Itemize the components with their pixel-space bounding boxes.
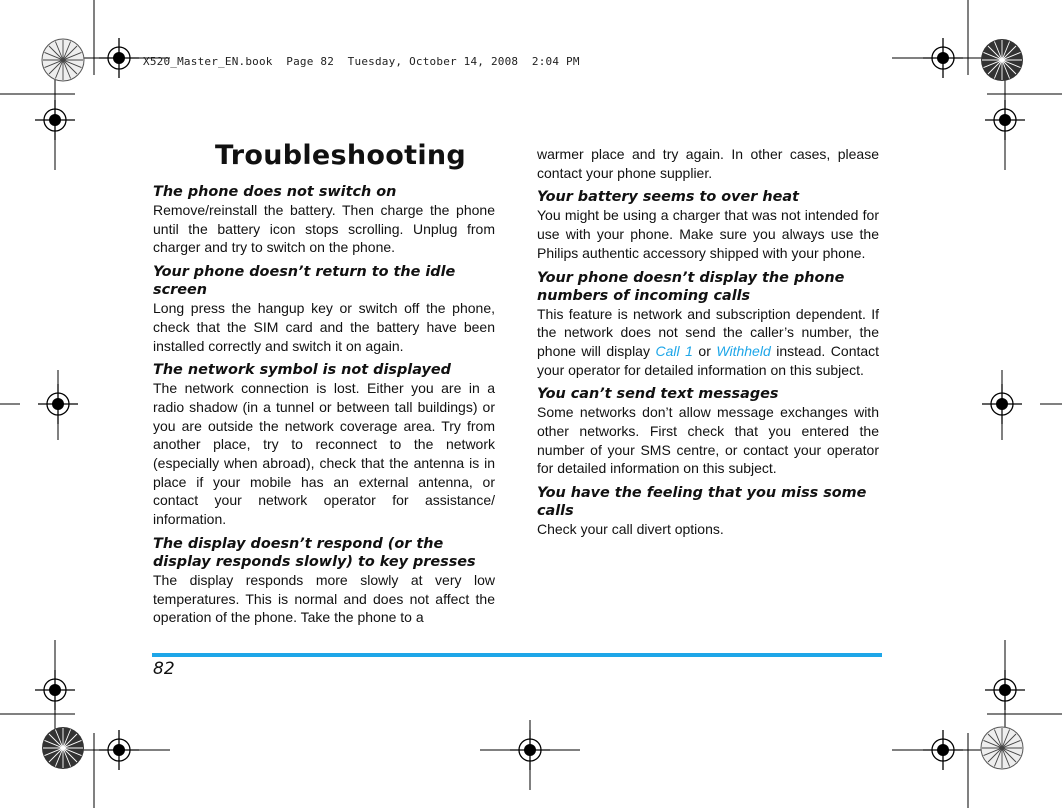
section-body: The network connection is lost. Either you are in a radio shadow (in a tunnel or between tall buildings) or you are outside the network coverage area. Try from another place, try to reconnect to the network (especially when abroad), check that the antenna is in place if your mobile has an external antenna, or contact your network operator for assistance/ information. (153, 380, 495, 528)
section-body: Some networks don’t allow message exchanges with other networks. First check that you entered the number of your SMS centre, or contact your operator for detailed information on this subject. (537, 404, 879, 477)
section-heading: The network symbol is not displayed (153, 362, 451, 379)
body-text: instead. Contact your operator for detailed information on this subject. (537, 342, 880, 378)
section-heading: Your phone doesn’t return to the idle screen (153, 264, 456, 299)
section-body: Remove/reinstall the battery. Then charge the phone until the battery icon stops scrolling. Unplug from charger and try to switch on the phone. (153, 202, 495, 256)
section-heading: You have the feeling that you miss some calls (537, 485, 867, 520)
troubleshoot-section (537, 385, 879, 478)
troubleshoot-section (153, 183, 495, 257)
page-number: 82 (153, 659, 175, 679)
left-column (153, 183, 495, 633)
section-heading: The phone does not switch on (153, 184, 397, 200)
menu-term-call-1: Call 1 (655, 342, 693, 359)
menu-term-withheld: Withheld (716, 342, 771, 359)
section-body: The display responds more slowly at very low temperatures. This is normal and does not affect the operation of the phone. Take the phone to a (153, 571, 495, 626)
troubleshoot-section (537, 269, 879, 380)
troubleshoot-section (153, 361, 495, 529)
body-text: or (698, 342, 711, 359)
section-body-continued: warmer place and try again. In other cases, please contact your phone supplier. (537, 146, 879, 181)
troubleshoot-section (537, 484, 879, 539)
section-heading: Your phone doesn’t display the phone numbers of incoming calls (537, 269, 845, 304)
section-body: Long press the hangup key or switch off the phone, check that the SIM card and the battery have been installed correctly and switch it on again. (153, 300, 495, 354)
section-body (537, 305, 879, 380)
page-title: Troubleshooting (215, 140, 467, 171)
section-body: Check your call divert options. (537, 521, 724, 538)
troubleshoot-section (537, 188, 879, 262)
continued-paragraph (537, 145, 879, 182)
troubleshoot-section (153, 535, 495, 627)
footer-rule (152, 653, 882, 657)
section-body: You might be using a charger that was not intended for use with your phone. Make sure you always use the Philips authentic accessory shipped with your phone. (537, 207, 879, 261)
section-heading: You can’t send text messages (537, 386, 779, 403)
section-heading: The display doesn’t respond (or the display responds slowly) to key presses (153, 535, 476, 570)
print-header-line: X520_Master_EN.book Page 82 Tuesday, October 14, 2008 2:04 PM (143, 55, 580, 68)
section-heading: Your battery seems to over heat (537, 189, 799, 206)
right-column (537, 145, 879, 545)
troubleshoot-section (153, 263, 495, 355)
body-text: This feature is network and subscription dependent. If the network does not send the caller’s number, the phone will display (537, 305, 879, 359)
